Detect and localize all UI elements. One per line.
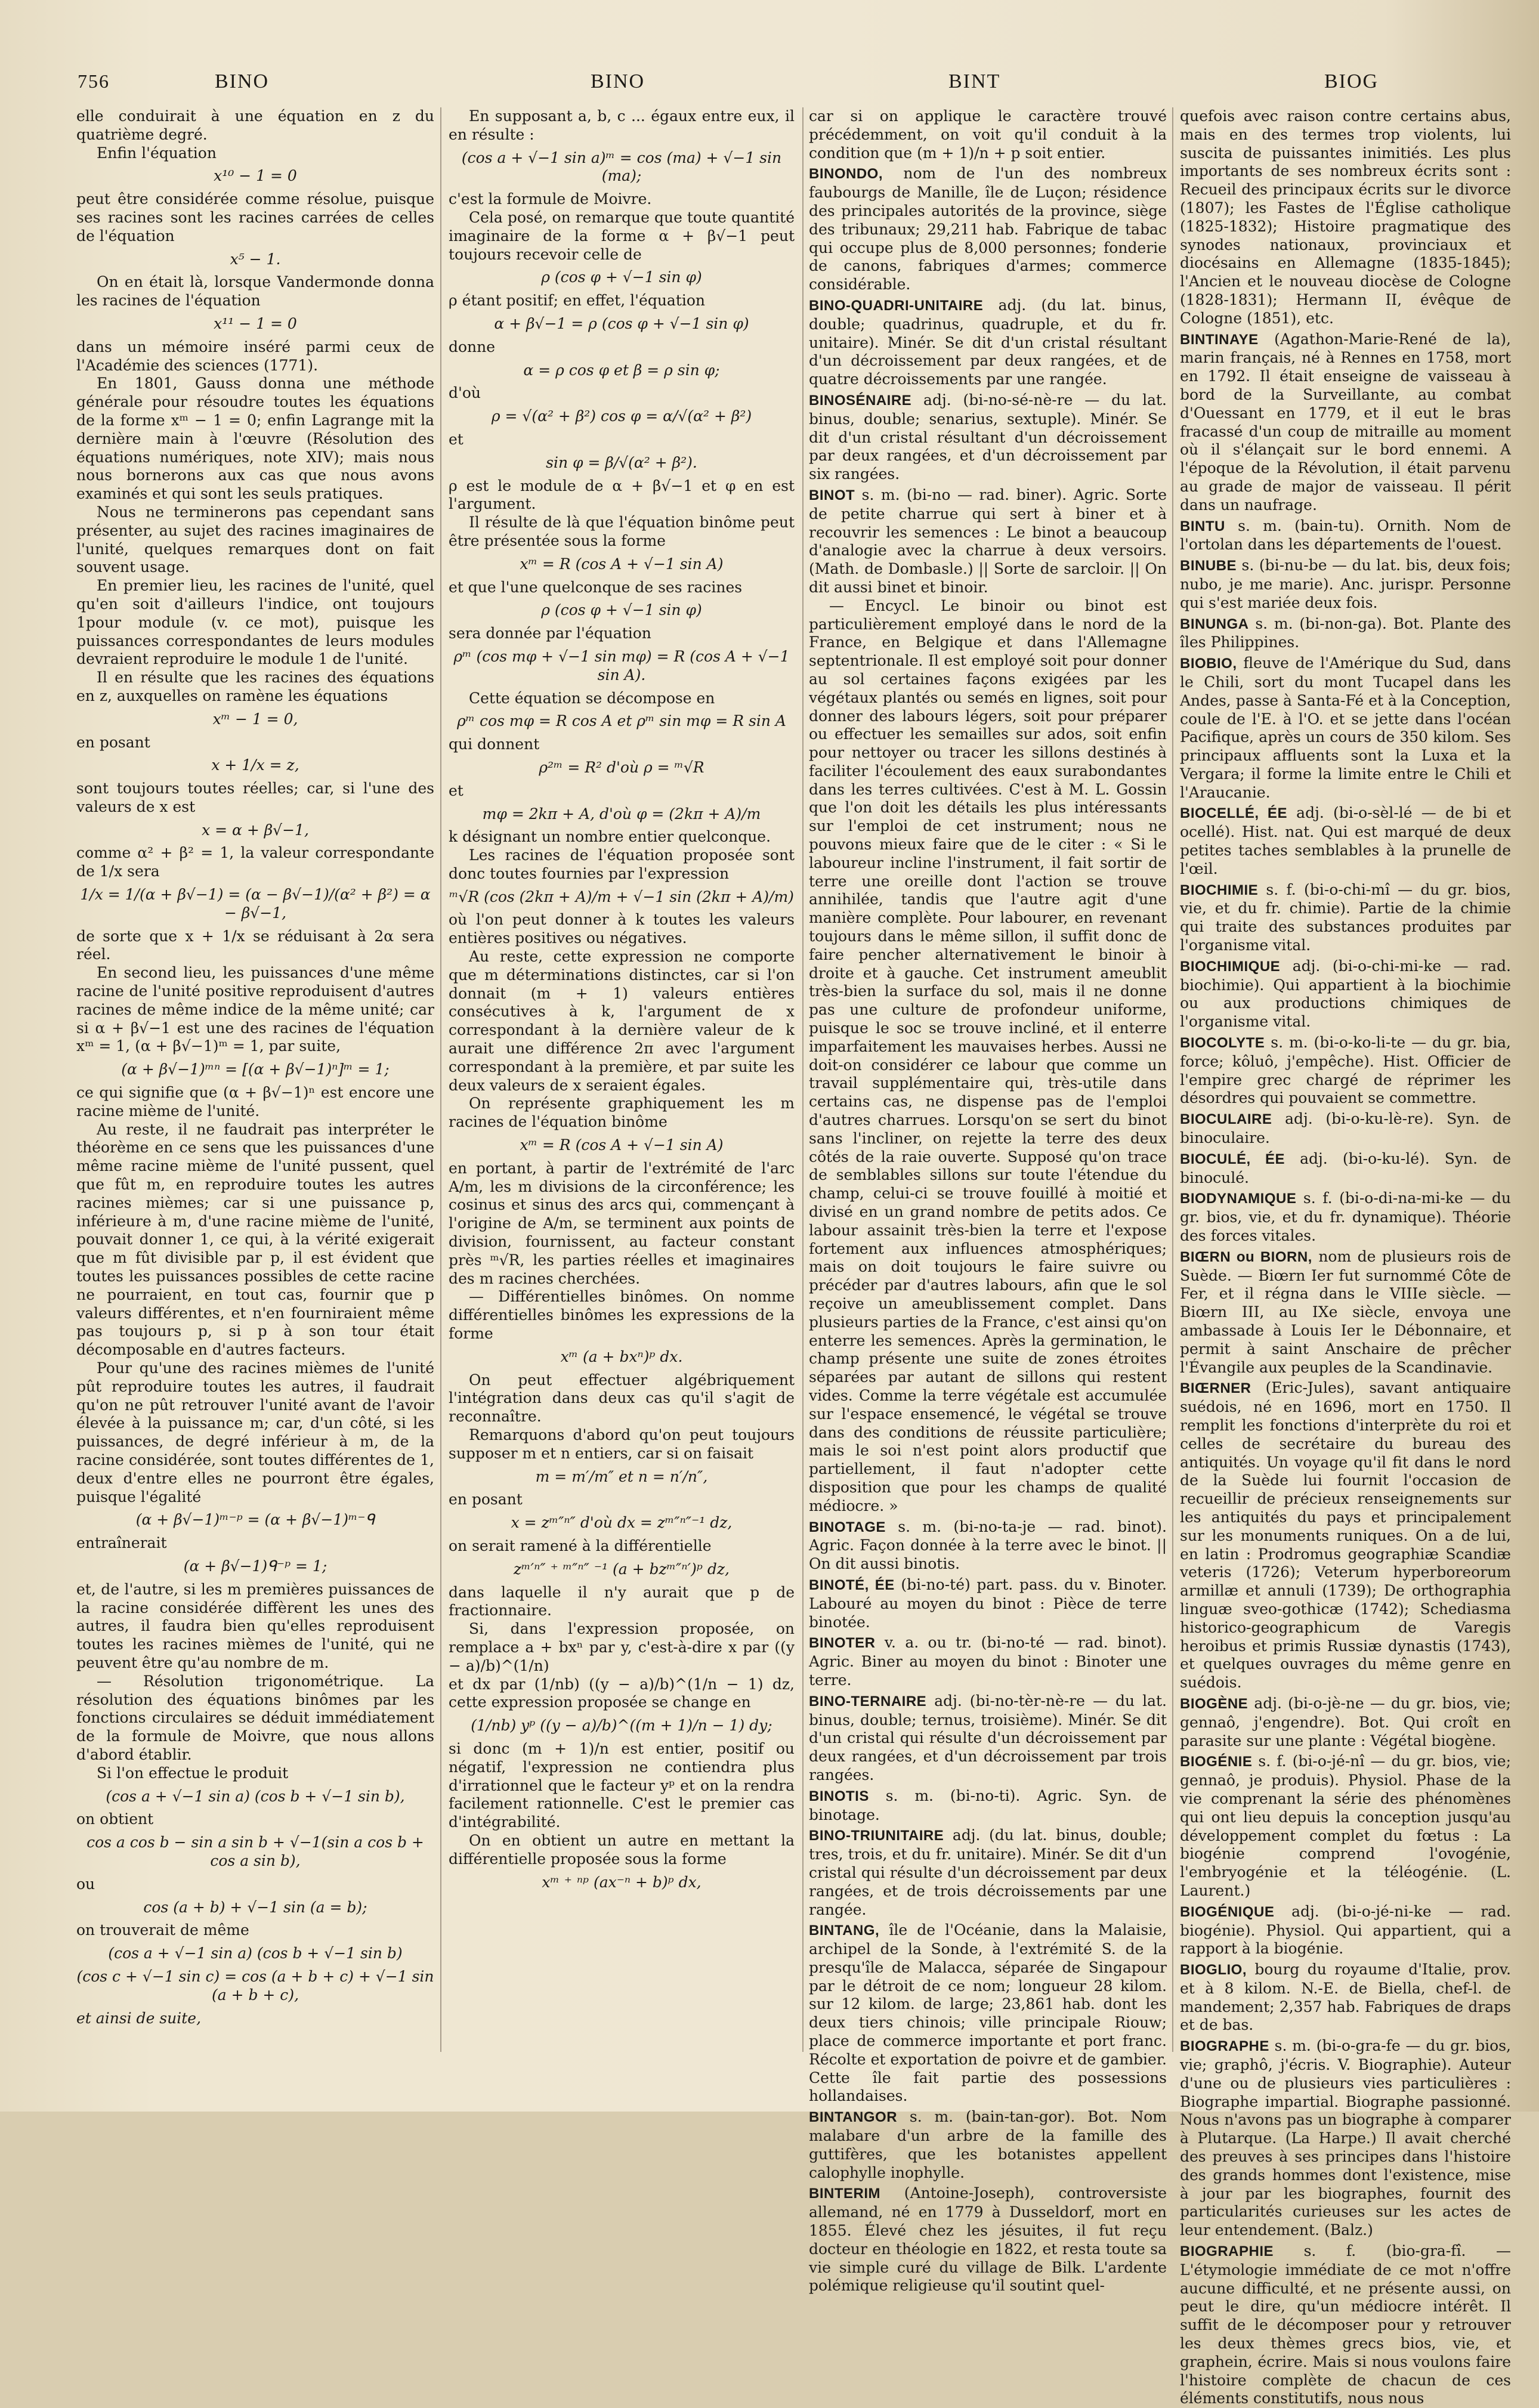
equation: α = ρ cos φ et β = ρ sin φ; [523, 361, 720, 379]
paragraph: dans laquelle il n'y aurait que p de fractionnaire. [449, 1583, 795, 1619]
equation: x + 1/x = z, [211, 756, 299, 774]
paragraph: Cela posé, on remarque que toute quantité imaginaire de la forme α + β√−1 peut toujours recevoir celle de [449, 208, 795, 263]
definition: s. m. (bain-tu). Ornith. Nom de l'ortolan dans les départements de l'ouest. [1180, 517, 1511, 554]
paragraph: Si l'on effectue le produit [97, 1764, 289, 1782]
headword: BINTINAYE [1180, 331, 1259, 348]
entry-biocelle [1180, 804, 1511, 878]
headword: BIOCULÉ, ÉE [1180, 1151, 1285, 1167]
definition: fleuve de l'Amérique du Sud, dans le Chili, sort du mont Tucapel dans les Andes, passe à Santa-Fé et à la Conception, coule de l'E. à l'O. et se jette dans l'océan Pacifique, après un cours de 350 kilom. Ses principaux affluents sont la Luxa et la Vergara; il forme la limite entre le Chili et l'Araucanie. [1180, 654, 1511, 801]
headword: BIOGÉNIE [1180, 1754, 1253, 1770]
equation: cos a cos b − sin a sin b + √−1(sin a cos b + cos a sin b), [86, 1834, 424, 1869]
equation: (α + β√−1)ᵐ⁻ᵖ = (α + β√−1)ᵐ⁻ᑫ [135, 1511, 375, 1529]
paragraph: qui donnent [449, 735, 540, 753]
entry-binosenaire [809, 391, 1167, 484]
entry-binotage [809, 1518, 1167, 1574]
definition: (Eric-Jules), savant antiquaire suédois, né en 1696, mort en 1750. Il remplit les fonctions d'interprète du roi et celles de secrétaire du bureau des antiquités. Un voyage qu'il fit dans le nord de la Suède lui fournit l'occasion de recueillir de précieux renseignements sur les antiquités du pays et principalement sur les monuments runiques. On a de lui, en latin : Prodromus geographiæ Scandiæ veteris (1726); Veterum hyperboreorum armillæ et annuli (1739); De orthographia linguæ sveo-gothicæ (1742); Schediasma historico-geographicum de Varegis heroibus et primis Russiæ dynastis (1743), et quelques ouvrages du même genre en suédois. [1180, 1379, 1511, 1692]
definition: adj. (bi-o-sèl-lé — de bi et ocellé). Hist. nat. Qui est marqué de deux petites taches semblables à la prunelle de l'œil. [1180, 804, 1512, 877]
equation: zᵐ′ⁿ″ ⁺ ᵐ″ⁿ″ ⁻¹ (a + bzᵐ″ⁿ′)ᵖ dz, [514, 1560, 730, 1578]
entry-bioglio [1180, 1961, 1511, 2035]
headword: BINUNGA [1180, 616, 1249, 632]
entry-binondo [809, 165, 1167, 294]
definition: nom de l'un des nombreux faubourgs de Manille, île de Luçon; résidence des principales autorités de la province, siège des tribunaux; 29,211 hab. Fabrique de tabac qui occupe plus de 8,000 personnes; fonderie de canons, fabriques d'armes; commerce considérable. [809, 165, 1167, 293]
entry-bintinaye [1180, 330, 1511, 515]
equation: ρᵐ (cos mφ + √−1 sin mφ) = R (cos A + √−1 sin A). [453, 647, 790, 684]
headword: BIOCELLÉ, ÉE [1180, 805, 1287, 822]
paragraph: quefois avec raison contre certains abus, mais en des termes trop violents, lui suscita de puissantes inimitiés. Les plus importants de ses nombreux écrits sont : Recueil des principaux écrits sur le divorce (1807); les Fastes de l'Église catholique (1825-1832); Histoire pragmatique des synodes nationaux, provinciaux et diocésains en Allemagne (1835-1845); l'Ancien et le nouveau diocèse de Cologne (1828-1831); Hermann II, évêque de Cologne (1851), etc. [1180, 107, 1511, 327]
entry-biochimique [1180, 957, 1511, 1031]
entry-binterim [809, 2184, 1167, 2295]
definition: s. f. (bi-o-chi-mî — du gr. bios, vie, et du fr. chimie). Partie de la chimie qui traite des substances produites par l'organisme vital. [1180, 880, 1511, 954]
equation: (α + β√−1)ᵐⁿ = [(α + β√−1)ⁿ]ᵐ = 1; [121, 1061, 390, 1078]
equation: (α + β√−1)ᑫ⁻ᵖ = 1; [183, 1557, 327, 1575]
entry-binot [809, 486, 1167, 597]
guide-word-3: BINT [948, 70, 1001, 92]
equation: (cos a + √−1 sin a) (cos b + √−1 sin b) [108, 1945, 403, 1962]
encyclopedic-note: — Encycl. Le binoir ou binot est particulièrement employé dans le nord de la France, en Belgique et dans l'Allemagne septentrionale. Il est employé soit pour donner au sol certaines façons exigées par les végétaux plantés ou semés en lignes, soit pour donner des labours légers, soit pour préparer ou effectuer les semailles sur ados, soit enfin pour nettoyer ou tracer les sillons destinés à faciliter l'écoulement des eaux surabondantes dans les terres cultivées. C'est à M. L. Gossin que l'on doit les détails les plus intéressants sur l'emploi de cet instrument; nous ne pouvons mieux faire que de le citer : « Si le laboureur incline l'instrument, il fait sortir de terre une oreille dont l'action se trouve annihilée, tandis que l'autre agit d'une manière complète. Pour labourer, en revenant toujours dans le même sillon, il suffit donc de faire pencher alternativement le binoir à droite et à gauche. Cet instrument ameublit très-bien la surface du sol, mais il ne donne pas une culture de profondeur uniforme, puisque le soc se trouve incliné, et il enterre imparfaitement les mauvaises herbes. Aussi ne doit-on considérer ce labour que comme un travail supplémentaire qui, très-utile dans certains cas, ne dispense pas de l'emploi d'autres charrues. Lorsqu'on se sert du binot sans l'incliner, on rejette la terre des deux côtés de la raie ouverte. Supposé qu'on trace de semblables sillons sur toute l'étendue du champ, celui-ci se trouve fouillé à moitié et divisé en un grand nombre de petits ados. Ce labour assainit très-bien la terre et l'expose fortement aux influences atmosphériques; mais on doit toujours le faire suivre ou précéder par d'autres labours, afin que le sol reçoive un ameublissement complet. Dans plusieurs parties de la France, c'est ainsi qu'on enterre les semences. Après la germination, le champ présente une suite de zones étroites séparées par autant de sillons qui restent vides. Comme la terre végétale est accumulée sur l'espace ensemencé, le végétal se trouve dans des conditions de réussite particulière; mais le soi n'est point alors productif que partiellement, il faut n'adopter cette disposition que pour les champs de qualité médiocre. » [809, 596, 1167, 1514]
paragraph: En premier lieu, les racines de l'unité, quel qu'en soit d'ailleurs l'indice, ont toujours 1pour module (v. ce mot), puisque les puissances correspondantes de leurs modules devraient reproduire le module 1 de l'unité. [76, 577, 434, 668]
paragraph: Au reste, il ne faudrait pas interpréter le théorème en ce sens que les puissances d'une même racine mième de l'unité pussent, quel que fût m, en reproduire toutes les autres racines mièmes; car si une puissance p, inférieure à m, d'une racine mième de l'unité, pouvait donner 1, ce qui, à la vérité exigerait que m fût divisible par p, il est évident que toutes les puissances possibles de cette racine ne pourraient, en tout cas, fournir que p valeurs différentes, et n'en fourniraient même pas toujours p, si p à son tour était décomposable en d'autres facteurs. [76, 1120, 434, 1359]
headword: BINTANG, [809, 1922, 880, 1939]
equation: ρ²ᵐ = R² d'où ρ = ᵐ√R [539, 758, 704, 776]
paragraph: Les racines de l'équation proposée sont donc toutes fournies par l'expression [449, 846, 795, 882]
paragraph: peut être considérée comme résolue, puisque ses racines sont les racines carrées de celles de l'équation [76, 190, 434, 245]
equation: α + β√−1 = ρ (cos φ + √−1 sin φ) [494, 314, 749, 332]
headword: BINOTÉ, ÉE [809, 1577, 895, 1593]
equation: xᵐ (a + bxⁿ)ᵖ dx. [560, 1347, 683, 1365]
definition: s. f. (bi-o-jé-nî — du gr. bios, vie; gennaô, je produis). Physiol. Phase de la vie comprenant la série des phénomènes qui ont lieu depuis la conception jusqu'au développement complet du fœtus : La biogénie comprend l'ovogénie, l'embryogénie et la téléogénie. (L. Laurent.) [1180, 1752, 1511, 1899]
column-4 [1180, 107, 1512, 2407]
equation: (cos c + √−1 sin c) = cos (a + b + c) + √−1 sin (a + b + c), [76, 1967, 434, 2004]
entry-bino-ternaire [809, 1692, 1167, 1785]
closing-line: et ainsi de suite, [76, 2009, 202, 2027]
headword: BIOGRAPHE [1180, 2038, 1269, 2055]
paragraph: On en était là, lorsque Vandermonde donna les racines de l'équation [76, 273, 434, 310]
paragraph: Cette équation se décompose en [469, 689, 715, 707]
equation: xᵐ = R (cos A + √−1 sin A) [520, 1136, 724, 1154]
entry-biogenie [1180, 1752, 1511, 1900]
paragraph: on trouverait de même [76, 1921, 249, 1939]
definition: adj. (bi-o-jé-ni-ke — rad. biogénie). Physiol. Qui appartient, qui a rapport à la biogénie. [1180, 1902, 1511, 1958]
headword: BIOGRAPHIE [1180, 2243, 1274, 2260]
definition: adj. (bi-o-jè-ne — du gr. bios, vie; gennaô, j'engendre). Bot. Qui croît en parasite sur une plante : Végétal biogène. [1180, 1694, 1511, 1749]
headword: BINO-QUADRI-UNITAIRE [809, 297, 984, 314]
headword: BINONDO, [809, 166, 883, 183]
entry-bino-triunitaire [809, 1826, 1167, 1919]
paragraph: k désignant un nombre entier quelconque. [449, 828, 771, 846]
paragraph: et [449, 781, 463, 799]
paragraph: et, de l'autre, si les m premières puissances de la racine considérée diffèrent les unes des autres, il faudra bien qu'elles reproduisent toutes les racines mièmes de l'unité, qui ne peuvent être qu'au nombre de m. [76, 1580, 434, 1671]
headword: BINOSÉNAIRE [809, 392, 912, 409]
definition: v. a. ou tr. (bi-no-té — rad. binot). Agric. Biner au moyen du binot : Binoter une terre. [809, 1634, 1167, 1689]
page-header [0, 70, 1539, 112]
definition: adj. (du lat. binus, double; quadrinus, quadruple, et du fr. unitaire). Minér. Se dit d'un cristal résultant d'un décroissement par deux rangées, et de quatre décroissements par une rangée. [809, 296, 1167, 388]
definition: île de l'Océanie, dans la Malaisie, archipel de la Sonde, à l'extrémité S. de la presqu'île de Malacca, séparée de Singapour par le détroit de ce nom; longueur 28 kilom. sur 12 kilom. de large; 23,861 hab. dont les deux tiers chinois; ville principale Riouw; place de commerce importante et port franc. Récolte et exportation de poivre et de gambier. Cette île fait partie des possessions hollandaises. [809, 1921, 1167, 2105]
definition: (Agathon-Marie-René de la), marin français, né à Rennes en 1758, mort en 1792. Il était enseigne de vaisseau à bord de la Surveillante, au combat d'Ouessant en 1779, et il eut le bras fracassé d'un coup de mitraille au moment où il s'élançait sur le bord ennemi. A l'époque de la Révolution, il était parvenu au grade de major de vaisseau. Il périt dans un naufrage. [1180, 330, 1511, 514]
page-number: 756 [78, 70, 110, 92]
paragraph: ou [76, 1875, 95, 1893]
headword: BIOGLIO, [1180, 1962, 1247, 1979]
definition: s. f. (bi-o-di-na-mi-ke — du gr. bios, vie, et du fr. dynamique). Théorie des forces vitales. [1180, 1189, 1511, 1245]
column-rule [1172, 107, 1173, 2052]
entry-bioculaire [1180, 1110, 1511, 1148]
entry-biogenique [1180, 1903, 1511, 1958]
definition: (bi-no-té) part. pass. du v. Binoter. Labouré au moyen du binot : Pièce de terre binotée. [809, 1575, 1167, 1631]
headword: BINO-TRIUNITAIRE [809, 1828, 944, 1844]
paragraph: Si, dans l'expression proposée, on remplace a + bxⁿ par y, c'est-à-dire x par ((y − a)/b)^(1/n) [449, 1620, 795, 1674]
paragraph: d'où [449, 384, 481, 402]
headword: BIŒRNER [1180, 1380, 1251, 1397]
definition: s. m. (bi-no — rad. biner). Agric. Sorte de petite charrue qui sert à biner et à recouvrir les semences : Le binot a beaucoup d'analogie avec la charrue à deux versoirs. (Math. de Dombasle.) || Sorte de sarcloir. || On dit aussi binet et binoir. [809, 486, 1167, 596]
equation: xᵐ − 1 = 0, [212, 710, 298, 728]
entry-binotis [809, 1787, 1167, 1825]
paragraph: ce qui signifie que (α + β√−1)ⁿ est encore une racine mième de l'unité. [76, 1084, 434, 1120]
headword: BINUBE [1180, 558, 1237, 574]
paragraph: entraînerait [76, 1534, 167, 1552]
equation: xᵐ ⁺ ⁿᵖ (ax⁻ⁿ + b)ᵖ dx, [542, 1873, 701, 1891]
entry-bintu [1180, 517, 1511, 555]
paragraph: si donc (m + 1)/n est entier, positif ou négatif, l'expression ne contiendra plus d'irrationnel que le facteur yᵖ et on la rendra facilement rationnelle. C'est le premier cas d'intégrabilité. [449, 1739, 795, 1831]
guide-word-4: BIOG [1324, 70, 1379, 92]
paragraph: on obtient [76, 1810, 154, 1828]
paragraph: Enfin l'équation [97, 144, 217, 162]
paragraph: elle conduirait à une équation en z du quatrième degré. [76, 107, 434, 143]
entry-biodynamique [1180, 1189, 1511, 1245]
entry-biochimie [1180, 881, 1511, 955]
paragraph: En second lieu, les puissances d'une même racine de l'unité positive reproduisent d'autres racines de même indice de la même unité; car si α + β√−1 est une des racines de l'équation xᵐ = 1, (α + β√−1)ᵐ = 1, par suite, [76, 964, 434, 1055]
paragraph: de sorte que x + 1/x se réduisant à 2α sera réel. [76, 927, 434, 963]
paragraph: Il résulte de là que l'équation binôme peut être présentée sous la forme [449, 514, 795, 549]
paragraph: on serait ramené à la différentielle [449, 1537, 712, 1554]
entry-binunga [1180, 615, 1511, 653]
entry-bioerner [1180, 1379, 1511, 1692]
paragraph: sont toujours toutes réelles; car, si l'une des valeurs de x est [76, 780, 434, 815]
equation: ρᵐ cos mφ = R cos A et ρᵐ sin mφ = R sin A [457, 712, 786, 730]
paragraph: Pour qu'une des racines mièmes de l'unité pût reproduire toutes les autres, il faudrait qu'on ne pût retrouver l'unité avant de l'avoir élevée à la puissance m; car, d'un côté, si les puissances, de degré inférieur à m, de la racine considérée, sont toutes différentes de 1, deux d'entre elles ne pourront être égales, puisque l'égalité [76, 1359, 434, 1506]
definition: adj. (bi-o-chi-mi-ke — rad. biochimie). Qui appartient à la biochimie ou aux productions chimiques de l'organisme vital. [1180, 957, 1512, 1031]
equation: ρ = √(α² + β²) cos φ = α/√(α² + β²) [491, 407, 752, 425]
column-1 [76, 107, 434, 2064]
equation: cos (a + b) + √−1 sin (a = b); [143, 1898, 367, 1916]
equation: m = m′/m″ et n = n′/n″, [535, 1467, 708, 1485]
equation: xᵐ = R (cos A + √−1 sin A) [520, 555, 724, 573]
entry-binote [809, 1576, 1167, 1631]
equation: ρ (cos φ + √−1 sin φ) [541, 601, 702, 619]
headword: BINTU [1180, 518, 1225, 534]
definition: s. m. (bi-o-gra-fe — du gr. bios, vie; graphô, j'écris. V. Biographie). Auteur d'une ou de plusieurs vies particulières : Biographe impartial. Biographe passionné. Nous n'avons pas un biographe à comparer à Plutarque. (La Harpe.) Il avait cherché des preuves à ses principes dans l'histoire des grands hommes dont l'existence, mise à jour par les biographes, fournit des particularités curieuses sur les actes de leur entendement. (Balz.) [1180, 2037, 1511, 2239]
paragraph: On en obtient un autre en mettant la différentielle proposée sous la forme [449, 1831, 795, 1868]
equation: ᵐ√R (cos (2kπ + A)/m + √−1 sin (2kπ + A)/m) [449, 888, 794, 905]
column-3 [809, 107, 1167, 2295]
guide-word-2: BINO [591, 70, 645, 92]
equation: x¹⁰ − 1 = 0 [214, 167, 297, 185]
definition: adj. (bi-no-tèr-nè-re — du lat. binus, double; ternus, troisième). Minér. Se dit d'un cristal qui résulte d'un décroissement par deux rangées, et d'un décroissement par trois rangées. [809, 1692, 1167, 1783]
headword: BINOT [809, 487, 855, 503]
headword: BINTERIM [809, 2186, 880, 2202]
headword: BIOCHIMIE [1180, 882, 1259, 898]
paragraph: en portant, à partir de l'extrémité de l'arc A/m, les m divisions de la circonférence; les cosinus et sinus des arcs qui, commençant à l'origine de A/m, se terminent aux points de division, fournissent, au facteur constant près ᵐ√R, les parties réelles et imaginaires des m racines cherchées. [449, 1159, 795, 1287]
equation: x = α + β√−1, [202, 821, 309, 839]
headword: BINOTIS [809, 1788, 869, 1804]
entry-biocolyte [1180, 1034, 1511, 1108]
entry-binube [1180, 557, 1511, 612]
definition: nom de plusieurs rois de Suède. — Biœrn Ier fut surnommé Côte de Fer, et il régna dans le VIIIe siècle. — Biœrn III, au IXe siècle, envoya une ambassade à Louis Ier le Débonnaire, et permit à saint Anschaire de prêcher l'Évangile aux peuples de la Scandinavie. [1180, 1247, 1512, 1376]
paragraph: Remarquons d'abord qu'on peut toujours supposer m et n entiers, car si on faisait [449, 1426, 795, 1462]
column-rule [802, 107, 804, 2052]
paragraph: et dx par (1/nb) ((y − a)/b)^(1/n − 1) dz, cette expression proposée se change en [449, 1675, 795, 1711]
definition: s. m. (bi-no-ti). Agric. Syn. de binotage. [809, 1786, 1167, 1823]
equation: ρ (cos φ + √−1 sin φ) [541, 268, 702, 286]
paragraph: où l'on peut donner à k toutes les valeurs entières positives ou négatives. [449, 911, 795, 947]
definition: adj. (bi-no-sé-nè-re — du lat. binus, double; senarius, sextuple). Minér. Se dit d'un cristal résultant d'un décroissement par deux rangées, et d'un décroissement par six rangées. [809, 391, 1167, 483]
equation: (cos a + √−1 sin a) (cos b + √−1 sin b), [106, 1787, 405, 1805]
paragraph: en posant [449, 1491, 523, 1509]
paragraph: sera donnée par l'équation [449, 625, 651, 642]
paragraph: c'est la formule de Moivre. [449, 190, 652, 208]
paragraph: En 1801, Gauss donna une méthode générale pour résoudre toutes les équations de la forme xᵐ − 1 = 0; enfin Lagrange mit la dernière main à l'œuvre (Résolution des équations numériques, note XIV); mais nous nous bornerons aux cas que nous avons examinés et qui sont les seuls pratiques. [76, 375, 434, 503]
equation: mφ = 2kπ + A, d'où φ = (2kπ + A)/m [482, 805, 761, 823]
paragraph: et que l'une quelconque de ses racines [449, 578, 743, 596]
headword: BINOTAGE [809, 1519, 886, 1535]
paragraph: Il en résulte que les racines des équations en z, auxquelles on ramène les équations [76, 669, 434, 704]
paragraph: ρ étant positif; en effet, l'équation [449, 292, 706, 310]
headword: BINOTER [809, 1635, 876, 1652]
equation: (cos a + √−1 sin a)ᵐ = cos (ma) + √−1 sin (ma); [461, 149, 782, 185]
definition: (Antoine-Joseph), controversiste allemand, né en 1779 à Dusseldorf, mort en 1855. Élevé chez les jésuites, il fut reçu docteur en théologie en 1822, et resta toute sa vie simple curé du village de Bilk. L'ardente polémique religieuse qu'il soutint quel- [809, 2184, 1167, 2295]
definition: adj. (bi-o-ku-lè-re). Syn. de binoculaire. [1180, 1110, 1511, 1147]
paragraph: en posant [76, 733, 150, 751]
definition: s. m. (bi-non-ga). Bot. Plante des îles Philippines. [1180, 614, 1511, 651]
headword: BIOBIO, [1180, 656, 1237, 672]
paragraph: On peut effectuer algébriquement l'intégration dans deux cas qu'il s'agit de reconnaître. [449, 1371, 795, 1426]
paragraph: comme α² + β² = 1, la valeur correspondante de 1/x sera [76, 844, 434, 880]
entry-biographie [1180, 2242, 1511, 2408]
entry-biobio [1180, 654, 1511, 802]
paragraph: donne [449, 338, 496, 356]
paragraph: ρ est le module de α + β√−1 et φ en est l'argument. [449, 477, 795, 513]
headword: BIOGÉNIQUE [1180, 1903, 1275, 1920]
definition: s. m. (bi-no-ta-je — rad. binot). Agric. Façon donnée à la terre avec le binot. || On dit aussi binotis. [809, 1517, 1167, 1573]
entry-bintangor [809, 2108, 1167, 2182]
entry-bioern [1180, 1248, 1511, 1377]
definition: s. m. (bi-o-ko-li-te — du gr. bia, force; kôluô, j'empêche). Hist. Officier de l'empire grec chargé de réprimer les désordres qui pouvaient se commettre. [1180, 1034, 1511, 1107]
headword: BIOCULAIRE [1180, 1111, 1272, 1128]
paragraph: — Résolution trigonométrique. La résolution des équations binômes par les fonctions circulaires se déduit immédiatement de la formule de Moivre, que nous allons d'abord établir. [76, 1672, 434, 1763]
equation: (1/nb) yᵖ ((y − a)/b)^((m + 1)/n − 1) dy; [471, 1717, 772, 1735]
equation: x = zᵐ″ⁿ″ d'où dx = zᵐ″ⁿ″⁻¹ dz, [511, 1514, 733, 1532]
headword: BIODYNAMIQUE [1180, 1191, 1297, 1207]
equation: x¹¹ − 1 = 0 [214, 314, 297, 332]
paragraph: car si on applique le caractère trouvé précédemment, on voit qu'il conduit à la condition que (m + 1)/n + p soit entier. [809, 107, 1167, 162]
definition: s. (bi-nu-be — du lat. bis, deux fois; nubo, je me marie). Anc. jurispr. Personne qui s'est mariée deux fois. [1180, 557, 1511, 611]
definition: s. m. (bain-tan-gor). Bot. Nom malabare d'un arbre de la famille des guttifères, que les botanistes appellent calophylle inophylle. [809, 2108, 1167, 2181]
headword: BIOCHIMIQUE [1180, 958, 1281, 975]
entry-biographe [1180, 2037, 1511, 2240]
paragraph: — Différentielles binômes. On nomme différentielles binômes les expressions de la forme [449, 1288, 795, 1343]
paragraph: et [449, 430, 463, 448]
paragraph: En supposant a, b, c ... égaux entre eux, il en résulte : [449, 107, 795, 143]
equation: sin φ = β/√(α² + β²). [546, 453, 697, 471]
equation: 1/x = 1/(α + β√−1) = (α − β√−1)/(α² + β²) = α − β√−1, [80, 886, 431, 922]
definition: bourg du royaume d'Italie, prov. et à 8 kilom. N.-E. de Biella, chef-l. de mandement; 2,357 hab. Fabriques de draps et de bas. [1180, 1961, 1511, 2034]
definition: adj. (du lat. binus, double; tres, trois, et du fr. unitaire). Minér. Se dit d'un cristal qui résulte d'un décroissement par deux rangées, et de trois décroissements par une rangée. [809, 1826, 1167, 1918]
column-2 [449, 107, 795, 2064]
equation: x⁵ − 1. [230, 250, 281, 268]
headword: BIOCOLYTE [1180, 1035, 1265, 1052]
entry-bino-quadri-unitaire [809, 296, 1167, 389]
paragraph: Nous ne terminerons pas cependant sans présenter, au sujet des racines imaginaires de l'unité, quelques remarques dont on fait souvent usage. [76, 503, 434, 576]
definition: s. f. (bio-gra-fî. — L'étymologie immédiate de ce mot n'offre aucune difficulté, et ne présente aussi, on peut le dire, qu'un médiocre intérêt. Il suffit de le décomposer pour y retrouver les deux thèmes grecs bios, vie, et graphein, écrire. Mais si nous voulons faire l'histoire complète de chacun de ces éléments constitutifs, nous nous [1180, 2242, 1511, 2407]
paragraph: On représente graphiquement les m racines de l'équation binôme [449, 1095, 795, 1131]
column-rule [440, 107, 441, 2052]
paragraph: Au reste, cette expression ne comporte que m déterminations distinctes, car si l'on donnait (m + 1) valeurs entières consécutives à k, l'argument de x correspondant à la dernière valeur de k aurait une différence 2π avec l'argument correspondant à la première, et par suite les deux valeurs de x seraient égales. [449, 948, 795, 1094]
entry-bintang [809, 1921, 1167, 2106]
headword: BINO-TERNAIRE [809, 1693, 927, 1710]
entry-biocule [1180, 1150, 1511, 1188]
entry-biogene [1180, 1695, 1511, 1750]
definition: adj. (bi-o-ku-lé). Syn. de binoculé. [1180, 1149, 1512, 1186]
paragraph: dans un mémoire inséré parmi ceux de l'Académie des sciences (1771). [76, 338, 434, 374]
headword: BINTANGOR [809, 2109, 898, 2126]
headword: BIŒRN ou BIORN, [1180, 1248, 1312, 1265]
guide-word-1: BINO [215, 70, 270, 92]
entry-binoter [809, 1634, 1167, 1689]
headword: BIOGÈNE [1180, 1695, 1248, 1712]
